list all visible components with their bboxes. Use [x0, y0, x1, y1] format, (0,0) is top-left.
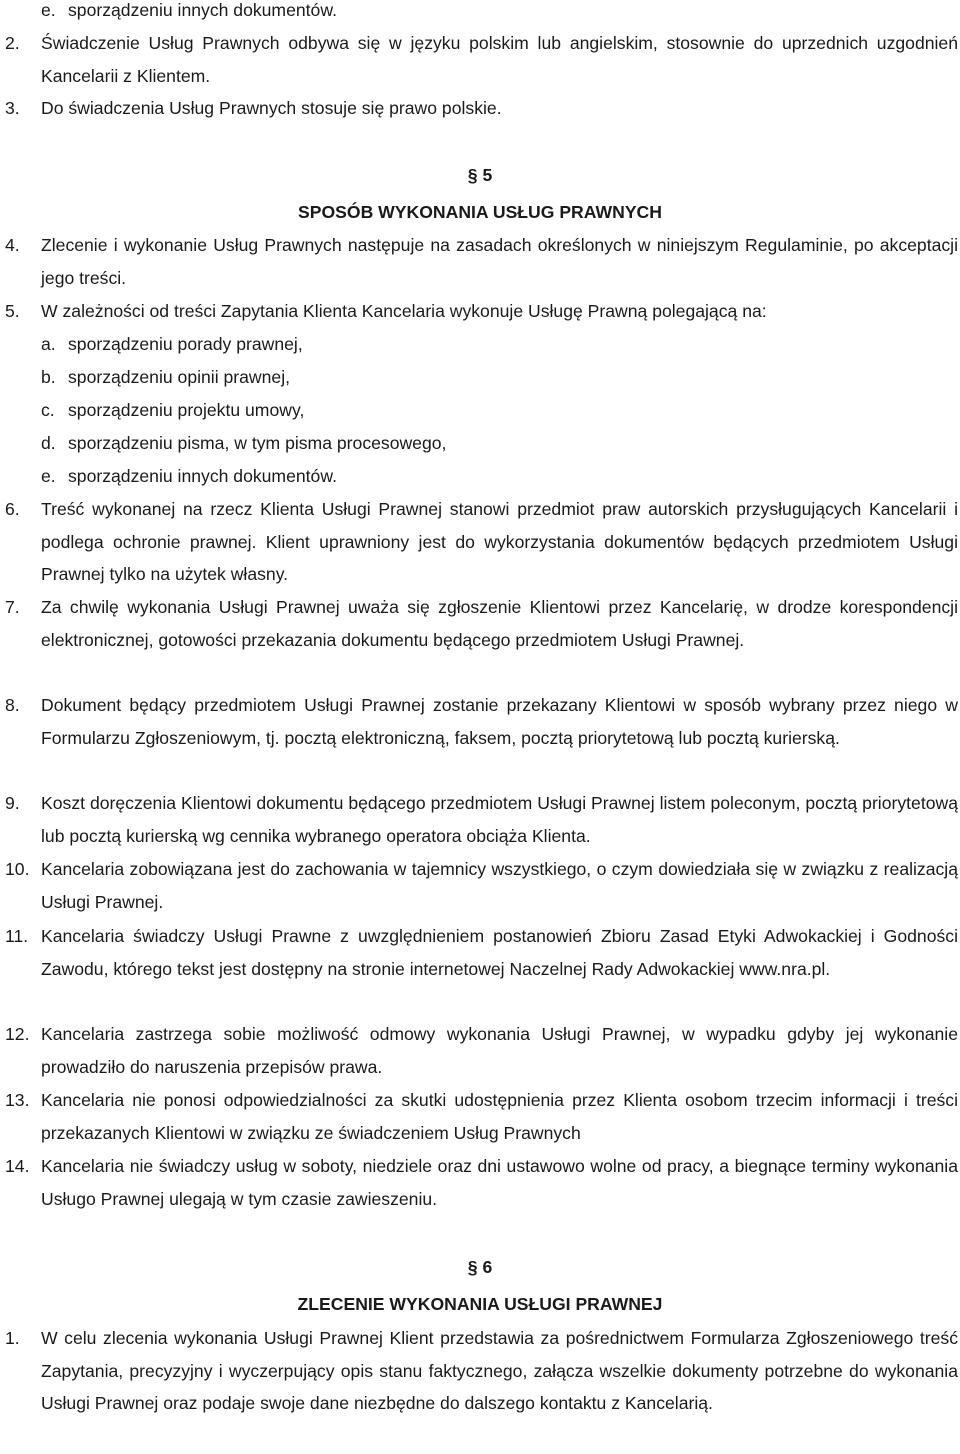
list-subitem-e: e. sporządzeniu innych dokumentów.: [41, 466, 337, 486]
section-5-symbol: § 5: [467, 165, 493, 185]
section-5-title: SPOSÓB WYKONANIA USŁUG PRAWNYCH: [298, 202, 662, 222]
document-page: e. sporządzeniu innych dokumentów. 2. Świadczenie Usług Prawnych odbywa się w języku polskim lub angielskim, stosownie do uprzednich uzgodnień Kancelarii z Klientem. 3. Do świadczenia Usług Prawnych stosuje się prawo polskie. § 5 SPOSÓB WYKONANIA USŁUG PRAWNYCH 4. Zlecenie i wykonanie Usług Prawnych następuje na zasadach określonych w niniejszym Regulaminie, po akceptacji jego treści. 5. W zależności od treści Zapytania Klienta Kancelaria wykonuje Usługę Prawną polegającą na: a. sporządzeniu porady prawnej, b. sporządzeniu opinii prawnej, c. sporządzeniu projektu umowy, d. sporządzeniu pisma, w tym pisma procesowego, e. sporządzeniu innych dokumentów. 6. Treść wykonanej na rzecz Klienta Usługi Prawnej stanowi przedmiot praw autorskich przysługujących Kancelarii i podlega ochronie prawnej. Klient uprawniony jest do wykorzystania dokumentów będących przedmiotem Usługi Prawnej tylko na użytek własny. 7. Za chwilę wykonania Usługi Prawnej uważa się zgłoszenie Klientowi przez Kancelarię, w drodze korespondencji elektronicznej, gotowości przekazania dokumentu będącego przedmiotem Usługi Prawnej. 8. Dokument będący przedmiotem Usługi Prawnej zostanie przekazany Klientowi w sposób wybrany przez niego w Formularzu Zgłoszeniowym, tj. pocztą elektroniczną, faksem, pocztą priorytetową lub pocztą kurierską. 9. Koszt doręczenia Klientowi dokumentu będącego przedmiotem Usługi Prawnej listem poleconym, pocztą priorytetową lub pocztą kurierską wg cennika wybranego operatora obciąża Klienta. 10. Kancelaria zobowiązana jest do zachowania w tajemnicy wszystkiego, o czym dowiedziała się w związku z realizacją Usługi Prawnej. 11. Kancelaria świadczy Usługi Prawne z uwzględnieniem postanowień Zbioru Zasad Etyki Adwokackiej i Godności Zawodu, którego tekst jest dostępny na stronie internetowej Naczelnej Rady Adwokackiej www.nra.pl. 12. Kancelaria zastrzega sobie możliwość odmowy wykonania Usługi Prawnej, w wypadku gdyby jej wykonanie prowadziło do naruszenia przepisów prawa. 13. Kancelaria nie ponosi odpowiedzialności za skutki udostępnienia przez Klienta osobom trzecim informacji i treści przekazanych Klientowi w związku ze świadczeniem Usług Prawnych 14. Kancelaria nie świadczy usług w soboty, niedziele oraz dni ustawowo wolne od pracy, a biegnące terminy wykonania Usługo Prawnej ulegają w tym czasie zawieszeniu. § 6 ZLECENIE WYKONANIA USŁUGI PRAWNEJ 1. W celu zlecenia wykonania Usługi Prawnej Klient przedstawia za pośrednictwem Formularza Zgłoszeniowego treść Zapytania, precyzyjny i wyczerpujący opis stanu faktycznego, załącza wszelkie dokumenty potrzebne do wykonania Usługi Prawnej oraz podaje swoje dane niezbędne do dalszego kontaktu z Kancelarią.: [0, 0, 960, 1454]
list-subitem-c: c. sporządzeniu projektu umowy,: [41, 400, 305, 420]
section-6-symbol: § 6: [467, 1257, 493, 1277]
list-subitem-a: a. sporządzeniu porady prawnej,: [41, 334, 303, 354]
list-subitem-d: d. sporządzeniu pisma, w tym pisma procesowego,: [41, 433, 447, 453]
section-6-title: ZLECENIE WYKONANIA USŁUGI PRAWNEJ: [297, 1294, 663, 1314]
list-subitem-b: b. sporządzeniu opinii prawnej,: [41, 367, 291, 387]
list-subitem-e-top: e. sporządzeniu innych dokumentów.: [41, 0, 337, 20]
